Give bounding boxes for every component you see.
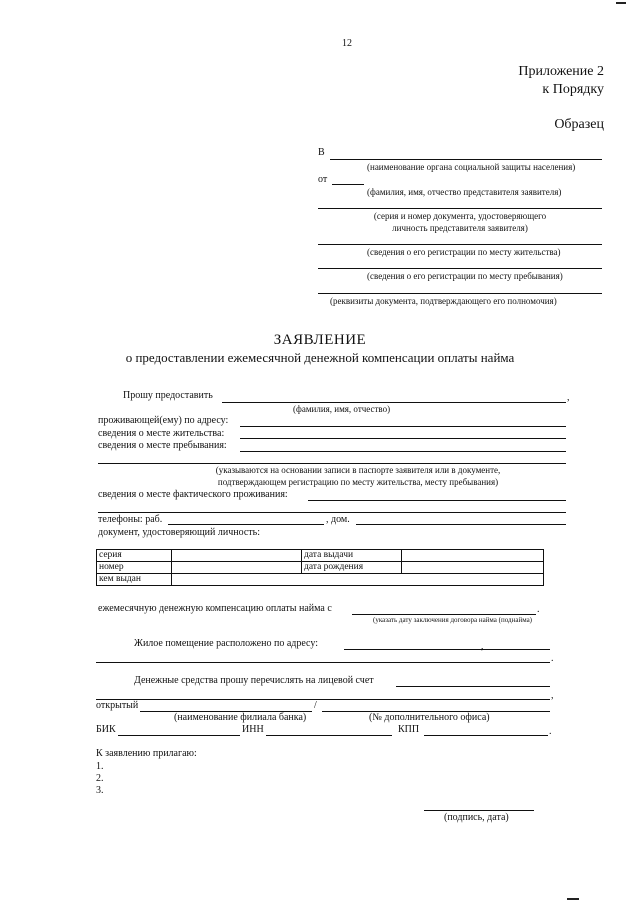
living-address-field[interactable]	[240, 426, 566, 427]
table-row	[97, 550, 544, 562]
dwelling-end: .	[551, 653, 554, 664]
document-subtitle: о предоставлении ежемесячной денежной компенсации оплаты найма	[125, 350, 515, 365]
contract-date-caption: (указать дату заключения договора найма (поднайма)	[373, 616, 533, 624]
basis-caption-line1: (указываются на основании записи в паспорте заявителя или в документе,	[215, 465, 501, 475]
document-title: ЗАЯВЛЕНИЕ	[273, 332, 367, 348]
stay-field-line[interactable]	[318, 268, 602, 269]
basis-caption-line2: подтверждающем регистрацию по месту жительства, месту пребывания)	[217, 477, 499, 487]
opened-label: открытый	[96, 700, 139, 711]
attachment-item-3: 3.	[96, 785, 104, 796]
organization-caption: (наименование органа социальной защиты населения)	[367, 162, 576, 172]
from-field-line-short[interactable]	[332, 184, 364, 185]
account-number-field-2[interactable]	[96, 699, 550, 700]
dwelling-comma: ,	[481, 641, 484, 652]
compensation-date-field[interactable]	[352, 614, 536, 615]
series-cell[interactable]	[172, 550, 302, 562]
compensation-period: .	[537, 604, 540, 615]
representative-name-caption: (фамилия, имя, отчество представителя заявителя)	[367, 187, 562, 197]
applicant-name-field[interactable]	[222, 402, 566, 403]
authority-caption: (реквизиты документа, подтверждающего его полномочия)	[330, 296, 557, 306]
bik-field[interactable]	[118, 735, 240, 736]
inn-label: ИНН	[242, 724, 264, 735]
bik-label: БИК	[96, 724, 116, 735]
scan-mark-bottom	[567, 898, 579, 900]
birth-date-label: дата рождения	[302, 562, 402, 574]
number-cell[interactable]	[172, 562, 302, 574]
residence-caption: (сведения о его регистрации по месту жительства)	[367, 247, 561, 257]
issue-date-label: дата выдачи	[302, 550, 402, 562]
phone-home-label: , дом.	[326, 514, 350, 525]
compensation-label: ежемесячную денежную компенсацию оплаты найма с	[98, 603, 332, 614]
attachment-item-1: 1.	[96, 761, 104, 772]
phone-work-field[interactable]	[168, 524, 324, 525]
appendix-label: Приложение 2	[518, 64, 604, 79]
series-label: серия	[97, 550, 172, 562]
residence-field[interactable]	[240, 438, 566, 439]
phone-home-field[interactable]	[356, 524, 566, 525]
dwelling-address-field-2[interactable]	[96, 662, 550, 663]
document-field-line[interactable]	[318, 208, 602, 209]
sample-label: Образец	[554, 117, 604, 132]
to-prefix: В	[318, 147, 325, 158]
page-number: 12	[342, 38, 352, 49]
order-reference: к Порядку	[542, 82, 604, 97]
table-row	[97, 574, 544, 586]
office-caption: (№ дополнительного офиса)	[369, 712, 490, 723]
authority-field-line[interactable]	[318, 293, 602, 294]
attachment-item-2: 2.	[96, 773, 104, 784]
inn-field[interactable]	[266, 735, 392, 736]
request-label: Прошу предоставить	[123, 390, 213, 401]
fio-caption: (фамилия, имя, отчество)	[293, 404, 391, 414]
residence-field-line[interactable]	[318, 244, 602, 245]
account-number-field[interactable]	[396, 686, 550, 687]
request-comma: ,	[567, 392, 570, 403]
number-label: номер	[97, 562, 172, 574]
stay-field[interactable]	[240, 451, 566, 452]
dwelling-label: Жилое помещение расположено по адресу:	[134, 638, 318, 649]
dwelling-address-field[interactable]	[344, 649, 550, 650]
signature-caption: (подпись, дата)	[444, 812, 509, 823]
account-comma: ,	[551, 690, 554, 701]
stay-caption: (сведения о его регистрации по месту пребывания)	[367, 271, 563, 281]
table-row	[97, 562, 544, 574]
kpp-label: КПП	[398, 724, 420, 735]
scan-mark-top	[616, 2, 626, 4]
residence-label: сведения о месте жительства:	[98, 428, 225, 439]
actual-residence-label: сведения о месте фактического проживания:	[98, 489, 288, 500]
id-document-table	[96, 549, 544, 586]
organization-field-line[interactable]	[330, 159, 602, 160]
id-document-label: документ, удостоверяющий личность:	[98, 527, 260, 538]
actual-residence-field-2[interactable]	[98, 512, 566, 513]
phone-work-label: телефоны: раб.	[98, 514, 163, 525]
document-caption-line2: личность представителя заявителя)	[392, 223, 528, 233]
bank-caption: (наименование филиала банка)	[174, 712, 307, 723]
signature-field[interactable]	[424, 810, 534, 811]
extra-address-field[interactable]	[98, 463, 566, 464]
attachments-label: К заявлению прилагаю:	[96, 748, 197, 759]
from-prefix: от	[318, 174, 328, 185]
stay-label: сведения о месте пребывания:	[98, 440, 227, 451]
actual-residence-field[interactable]	[308, 500, 566, 501]
kpp-end: .	[549, 726, 552, 737]
living-address-label: проживающей(ему) по адресу:	[98, 415, 229, 426]
slash-separator: /	[314, 700, 317, 711]
issued-by-cell[interactable]	[172, 574, 544, 586]
transfer-label: Денежные средства прошу перечислять на лицевой счет	[134, 675, 374, 686]
issue-date-cell[interactable]	[402, 550, 544, 562]
issued-by-label: кем выдан	[97, 574, 172, 586]
kpp-field[interactable]	[424, 735, 548, 736]
birth-date-cell[interactable]	[402, 562, 544, 574]
document-caption-line1: (серия и номер документа, удостоверяющего	[373, 211, 547, 221]
